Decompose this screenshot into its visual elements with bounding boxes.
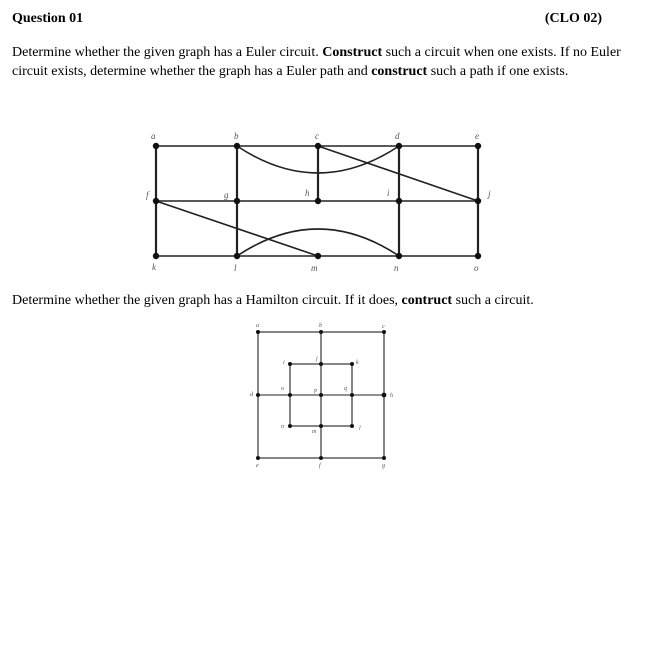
- vertex-h: [315, 198, 321, 204]
- vertex2-q: [350, 393, 354, 397]
- label2-f: f: [319, 463, 321, 469]
- hamilton-text-part2: such a circuit.: [452, 293, 534, 308]
- label-g: g: [224, 190, 229, 200]
- label-n: n: [394, 263, 399, 273]
- vertex2-j: [319, 362, 323, 366]
- euler-text-part3: such a path if one exists.: [427, 64, 569, 79]
- label2-b: b: [319, 323, 322, 329]
- vertex-b: [234, 143, 240, 149]
- vertex2-e: [256, 456, 260, 460]
- hamilton-text-part1: Determine whether the given graph has a Hamilton circuit. If it does,: [12, 293, 402, 308]
- label-i: i: [387, 188, 390, 198]
- label2-d: d: [250, 392, 253, 398]
- vertex-n: [396, 253, 402, 259]
- euler-graph: [0, 0, 648, 290]
- clo-label: (CLO 02): [544, 11, 602, 26]
- vertex2-g: [382, 456, 386, 460]
- label2-c: c: [382, 324, 385, 330]
- vertex2-h: [382, 393, 387, 398]
- label-l: l: [234, 263, 237, 273]
- label-f: f: [146, 190, 149, 200]
- label2-i: i: [283, 360, 285, 366]
- vertex2-o: [288, 393, 292, 397]
- vertex2-m: [319, 424, 323, 428]
- vertex2-c: [382, 330, 386, 334]
- label-e: e: [475, 131, 479, 141]
- question-title: Question 01: [12, 11, 84, 26]
- label-d: d: [395, 131, 400, 141]
- label2-m: m: [312, 429, 317, 435]
- vertex-m: [315, 253, 321, 259]
- label2-j: j: [316, 356, 318, 362]
- vertex-i: [396, 198, 402, 204]
- vertex2-b: [319, 330, 323, 334]
- label-k: k: [152, 262, 156, 272]
- label-b: b: [234, 131, 239, 141]
- label2-g: g: [382, 463, 385, 469]
- label-j: j: [488, 189, 491, 199]
- euler-text-part1: Determine whether the given graph has a Euler circuit.: [12, 45, 323, 60]
- vertex2-p: [319, 393, 323, 397]
- euler-text-part2: such a circuit when one exists. If no Euler circuit exists, determine whether the graph has a Euler path and: [12, 45, 621, 79]
- vertex-g: [234, 198, 240, 204]
- vertex2-l: [350, 424, 354, 428]
- label-a: a: [151, 131, 156, 141]
- vertex-l: [234, 253, 240, 259]
- label2-e: e: [256, 463, 259, 469]
- label-c: c: [315, 131, 319, 141]
- vertex2-a: [256, 330, 260, 334]
- label2-h: h: [390, 393, 393, 399]
- label-h: h: [305, 188, 310, 198]
- vertex-a: [153, 143, 159, 149]
- label2-p: p: [314, 388, 317, 394]
- vertex-e: [475, 143, 481, 149]
- vertex-k: [153, 253, 159, 259]
- euler-bold-construct-2: construct: [371, 64, 428, 79]
- label2-q: q: [344, 386, 347, 392]
- vertex2-i: [288, 362, 292, 366]
- hamilton-bold-contruct: contruct: [401, 293, 453, 308]
- vertex2-k: [350, 362, 354, 366]
- label2-l: l: [359, 426, 361, 432]
- label2-a: a: [256, 323, 259, 329]
- vertex-o: [475, 253, 481, 259]
- label2-o: o: [281, 386, 284, 392]
- vertex2-d: [256, 393, 260, 397]
- edge-arc-l-n: [237, 229, 399, 256]
- vertex-c: [315, 143, 321, 149]
- euler-bold-construct: Construct: [322, 45, 383, 60]
- label-o: o: [474, 263, 479, 273]
- vertex2-n: [288, 424, 292, 428]
- hamilton-question-text: [12, 291, 640, 310]
- vertex-d: [396, 143, 402, 149]
- vertex-j: [475, 198, 481, 204]
- hamilton-graph: [0, 310, 648, 480]
- label-m: m: [311, 263, 318, 273]
- vertex2-f: [319, 456, 323, 460]
- label2-k: k: [356, 360, 359, 366]
- vertex-f: [153, 198, 159, 204]
- label2-n: n: [281, 424, 284, 430]
